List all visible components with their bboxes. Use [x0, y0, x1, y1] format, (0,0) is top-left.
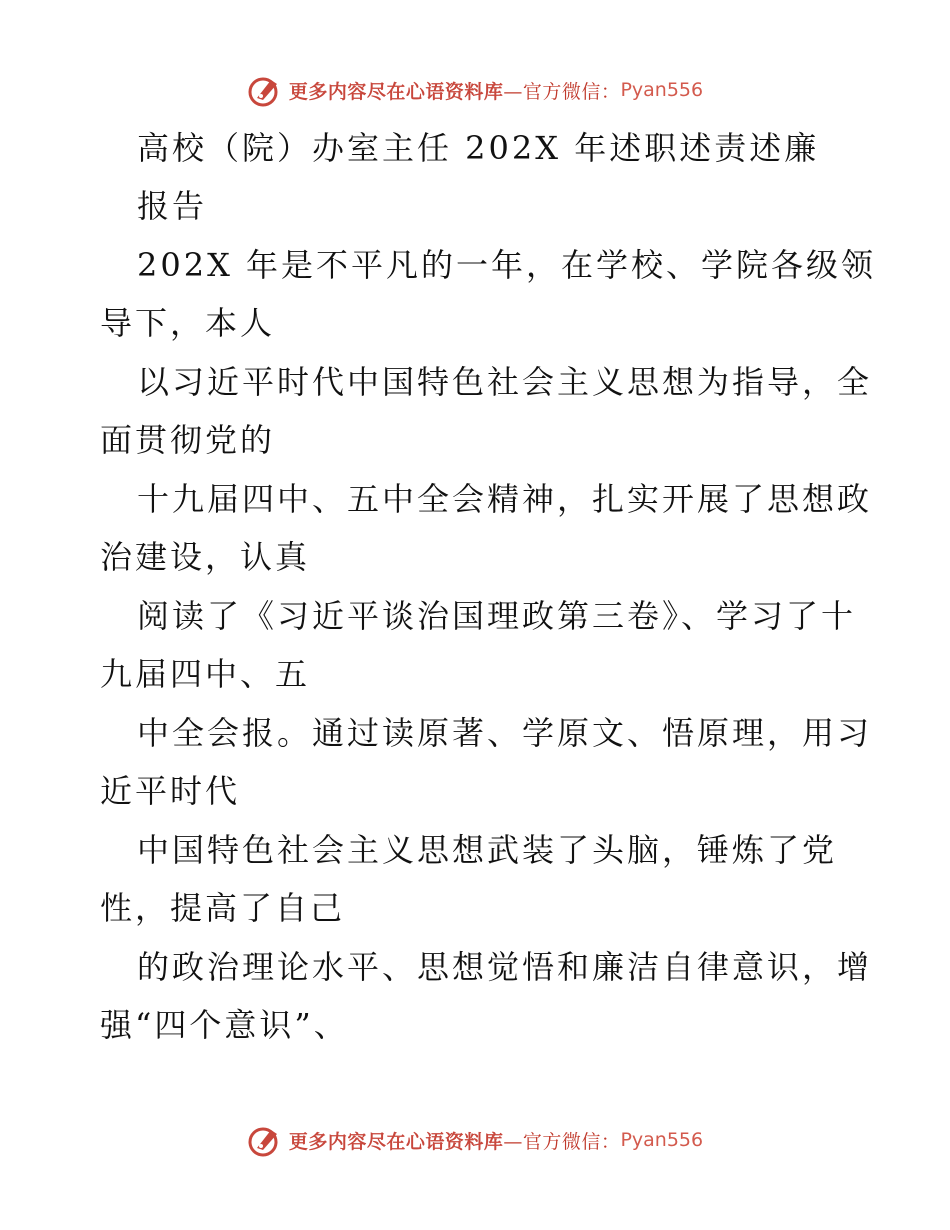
pen-nib-circle-logo-icon — [247, 1122, 283, 1158]
watermark-wechat-id: Pyan556 — [620, 1129, 704, 1151]
document-title-line-2: 报告 — [137, 187, 208, 225]
footer-watermark — [0, 1122, 950, 1158]
paragraph-line: 面贯彻党的 — [100, 421, 276, 459]
paragraph-line: 九届四中、五 — [100, 655, 311, 693]
watermark-site-text: 更多内容尽在心语资料库 — [288, 80, 504, 103]
paragraph-line: 以习近平时代中国特色社会主义思想为指导，全 — [137, 363, 873, 401]
watermark-site-text: 更多内容尽在心语资料库 — [288, 1130, 504, 1153]
paragraph-line: 的政治理论水平、思想觉悟和廉洁自律意识，增 — [137, 948, 873, 986]
paragraph-line: 强“四个意识”、 — [100, 1006, 349, 1044]
paragraph-line: 性，提高了自己 — [100, 889, 346, 927]
paragraph-line: 202X 年是不平凡的一年，在学校、学院各级领 — [137, 246, 877, 284]
watermark-dash-text: —官方微信： — [503, 1130, 621, 1153]
paragraph-line: 治建设，认真 — [100, 538, 311, 576]
document-title-line-1: 高校（院）办室主任 202X 年述职述责述廉 — [137, 129, 820, 167]
paragraph-line: 导下，本人 — [100, 304, 276, 342]
paragraph-line: 十九届四中、五中全会精神，扎实开展了思想政 — [137, 480, 873, 518]
watermark-wechat-id: Pyan556 — [620, 79, 704, 101]
paragraph-line: 中全会报。通过读原著、学原文、悟原理，用习 — [137, 714, 873, 752]
pen-nib-circle-logo-icon — [247, 72, 283, 108]
paragraph-line: 近平时代 — [100, 772, 241, 810]
paragraph-line: 阅读了《习近平谈治国理政第三卷》、学习了十 — [137, 597, 857, 635]
header-watermark — [0, 72, 950, 108]
paragraph-line: 中国特色社会主义思想武装了头脑，锤炼了党 — [137, 831, 838, 869]
watermark-dash-text: —官方微信： — [503, 80, 621, 103]
